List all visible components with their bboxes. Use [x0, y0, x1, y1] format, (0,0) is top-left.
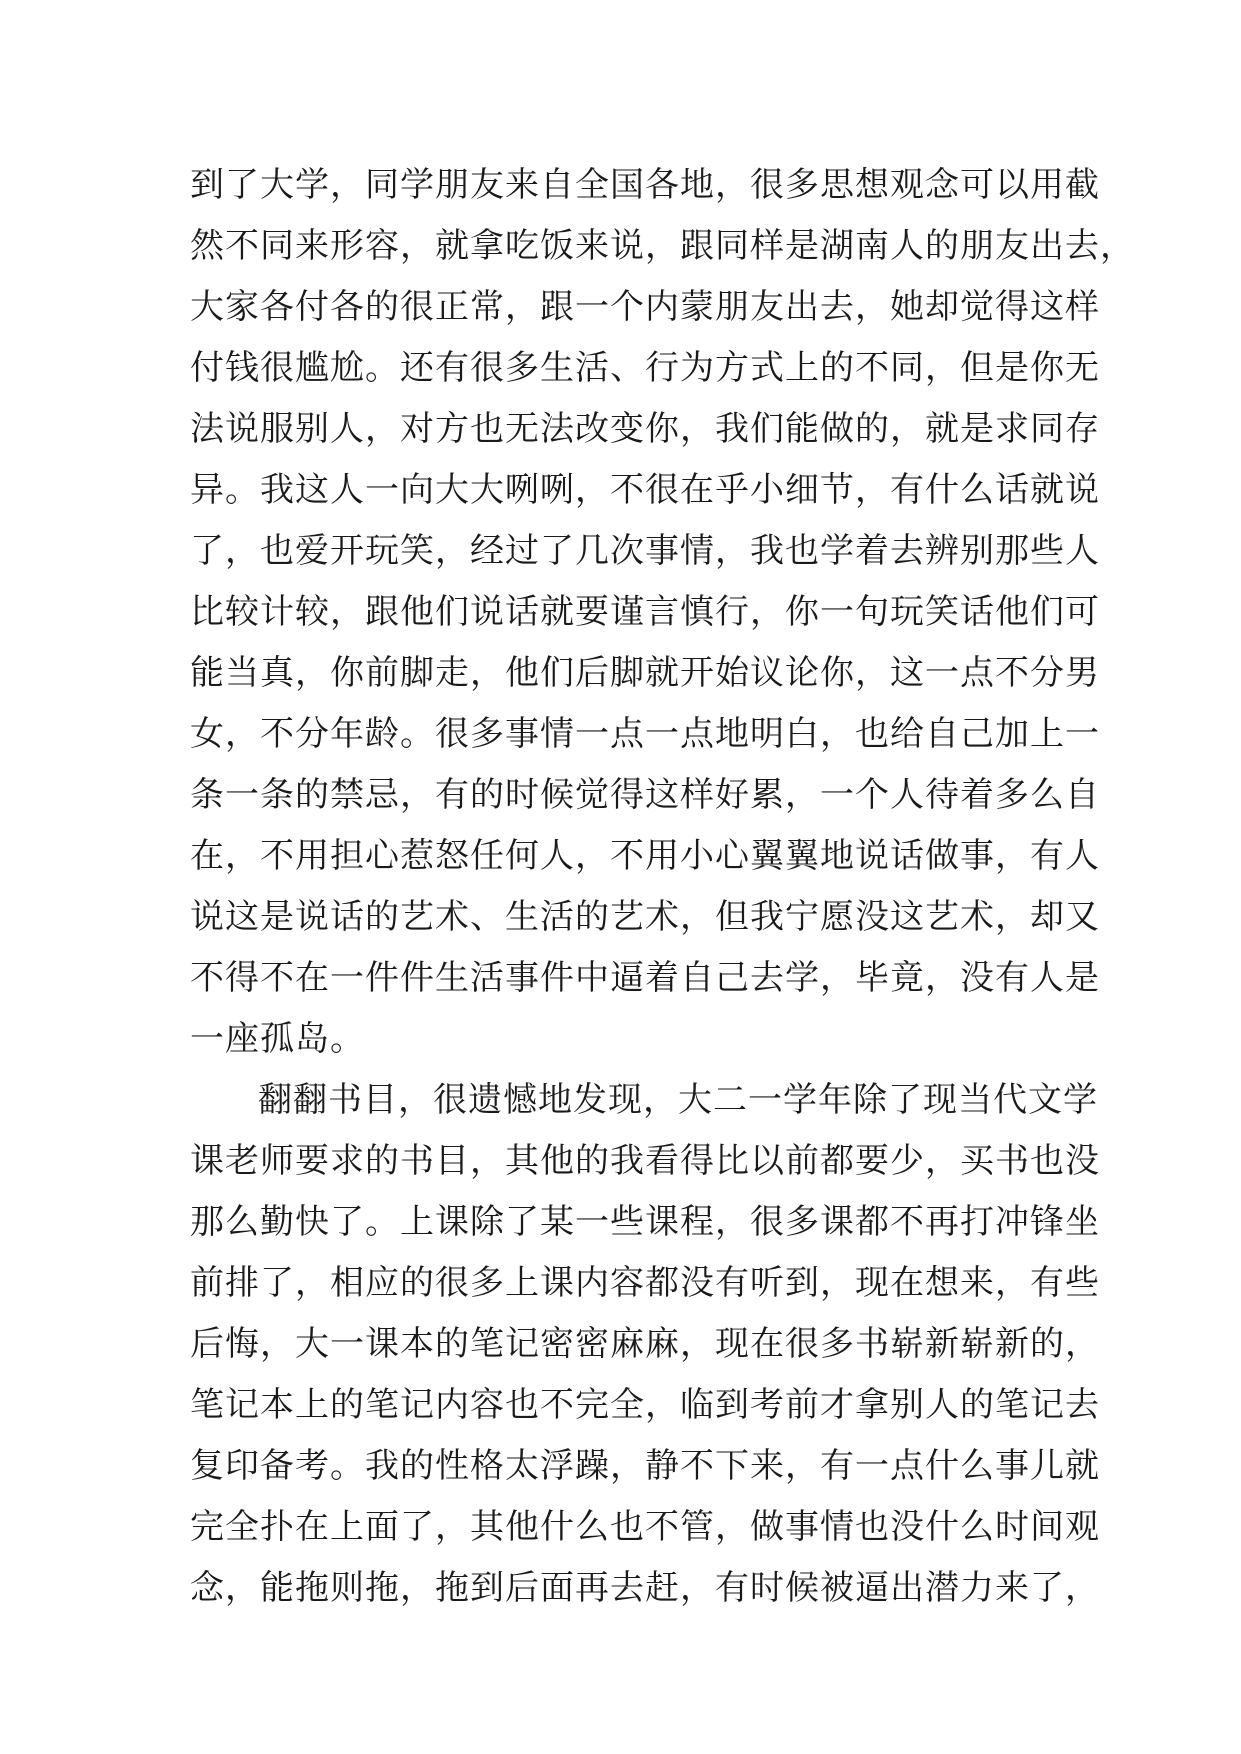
text-line: 一座孤岛。: [190, 1019, 365, 1059]
text-line: 条一条的禁忌，有的时候觉得这样好累，一个人待着多么自: [190, 775, 1100, 815]
text-line: 法说服别人，对方也无法改变你，我们能做的，就是求同存: [190, 409, 1100, 449]
text-line: 课老师要求的书目，其他的我看得比以前都要少，买书也没: [190, 1141, 1100, 1181]
text-line: 然不同来形容，就拿吃饭来说，跟同样是湖南人的朋友出去，: [190, 226, 1135, 266]
text-line: 女，不分年龄。很多事情一点一点地明白，也给自己加上一: [190, 714, 1100, 754]
text-line: 念，能拖则拖，拖到后面再去赶，有时候被逼出潜力来了，: [190, 1568, 1100, 1608]
text-line: 在，不用担心惹怒任何人，不用小心翼翼地说话做事，有人: [190, 836, 1100, 876]
text-line: 大家各付各的很正常，跟一个内蒙朋友出去，她却觉得这样: [190, 287, 1100, 327]
text-line: 了，也爱开玩笑，经过了几次事情，我也学着去辨别那些人: [190, 531, 1100, 571]
text-line: 付钱很尴尬。还有很多生活、行为方式上的不同，但是你无: [190, 348, 1100, 388]
text-line: 笔记本上的笔记内容也不完全，临到考前才拿别人的笔记去: [190, 1385, 1100, 1425]
text-line: 那么勤快了。上课除了某一些课程，很多课都不再打冲锋坐: [190, 1202, 1100, 1242]
text-line: 前排了，相应的很多上课内容都没有听到，现在想来，有些: [190, 1263, 1100, 1303]
text-line: 说这是说话的艺术、生活的艺术，但我宁愿没这艺术，却又: [190, 897, 1100, 937]
text-line: 不得不在一件件生活事件中逼着自己去学，毕竟，没有人是: [190, 958, 1100, 998]
paragraph-1: [190, 155, 1135, 1070]
text-line: 到了大学，同学朋友来自全国各地，很多思想观念可以用截: [190, 165, 1100, 205]
text-line: 复印备考。我的性格太浮躁，静不下来，有一点什么事儿就: [190, 1446, 1100, 1486]
text-line: 比较计较，跟他们说话就要谨言慎行，你一句玩笑话他们可: [190, 592, 1100, 632]
paragraph-2: [190, 1070, 1100, 1619]
text-line: 翻翻书目，很遗憾地发现，大二一学年除了现当代文学: [258, 1080, 1098, 1120]
body-text: [190, 155, 1135, 1619]
text-line: 后悔，大一课本的笔记密密麻麻，现在很多书崭新崭新的，: [190, 1324, 1100, 1364]
text-line: 能当真，你前脚走，他们后脚就开始议论你，这一点不分男: [190, 653, 1100, 693]
text-line: 完全扑在上面了，其他什么也不管，做事情也没什么时间观: [190, 1507, 1100, 1547]
text-line: 异。我这人一向大大咧咧，不很在乎小细节，有什么话就说: [190, 470, 1100, 510]
